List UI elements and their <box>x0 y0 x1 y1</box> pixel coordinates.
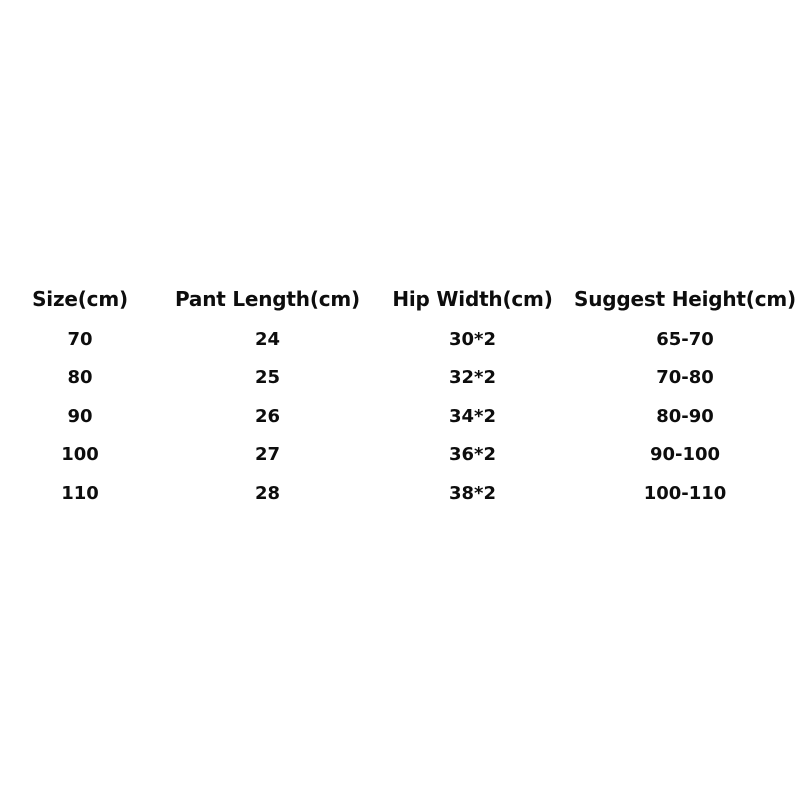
table-header-row <box>0 278 800 320</box>
cell-size: 90 <box>67 405 93 427</box>
table-row <box>0 436 800 475</box>
table-body <box>0 320 800 513</box>
table-row <box>0 359 800 398</box>
column-header-suggest-height: Suggest Height(cm) <box>574 287 796 311</box>
cell-hip-width: 34*2 <box>449 405 496 427</box>
table-header <box>0 278 800 320</box>
cell-pant-length: 26 <box>254 405 281 427</box>
cell-pant-length: 27 <box>254 444 281 466</box>
column-header-size: Size(cm) <box>32 287 128 311</box>
cell-pant-length: 28 <box>254 482 281 504</box>
cell-hip-width: 38*2 <box>449 482 496 504</box>
column-header-hip-width: Hip Width(cm) <box>392 287 553 311</box>
cell-pant-length: 25 <box>254 367 281 389</box>
cell-hip-width: 32*2 <box>449 367 496 389</box>
cell-suggest-height: 65-70 <box>656 328 714 350</box>
column-header-pant-length: Pant Length(cm) <box>174 287 361 311</box>
table-row <box>0 320 800 359</box>
cell-hip-width: 36*2 <box>449 444 496 466</box>
cell-suggest-height: 100-110 <box>643 482 727 504</box>
cell-size: 100 <box>61 444 99 466</box>
cell-suggest-height: 90-100 <box>649 444 721 466</box>
cell-suggest-height: 70-80 <box>656 367 714 389</box>
table-row <box>0 397 800 436</box>
cell-size: 80 <box>67 367 93 389</box>
cell-suggest-height: 80-90 <box>656 405 714 427</box>
cell-pant-length: 24 <box>254 328 281 350</box>
cell-size: 70 <box>67 328 93 350</box>
cell-size: 110 <box>61 482 99 504</box>
table-row <box>0 474 800 513</box>
cell-hip-width: 30*2 <box>449 328 496 350</box>
size-chart-table <box>0 278 800 513</box>
